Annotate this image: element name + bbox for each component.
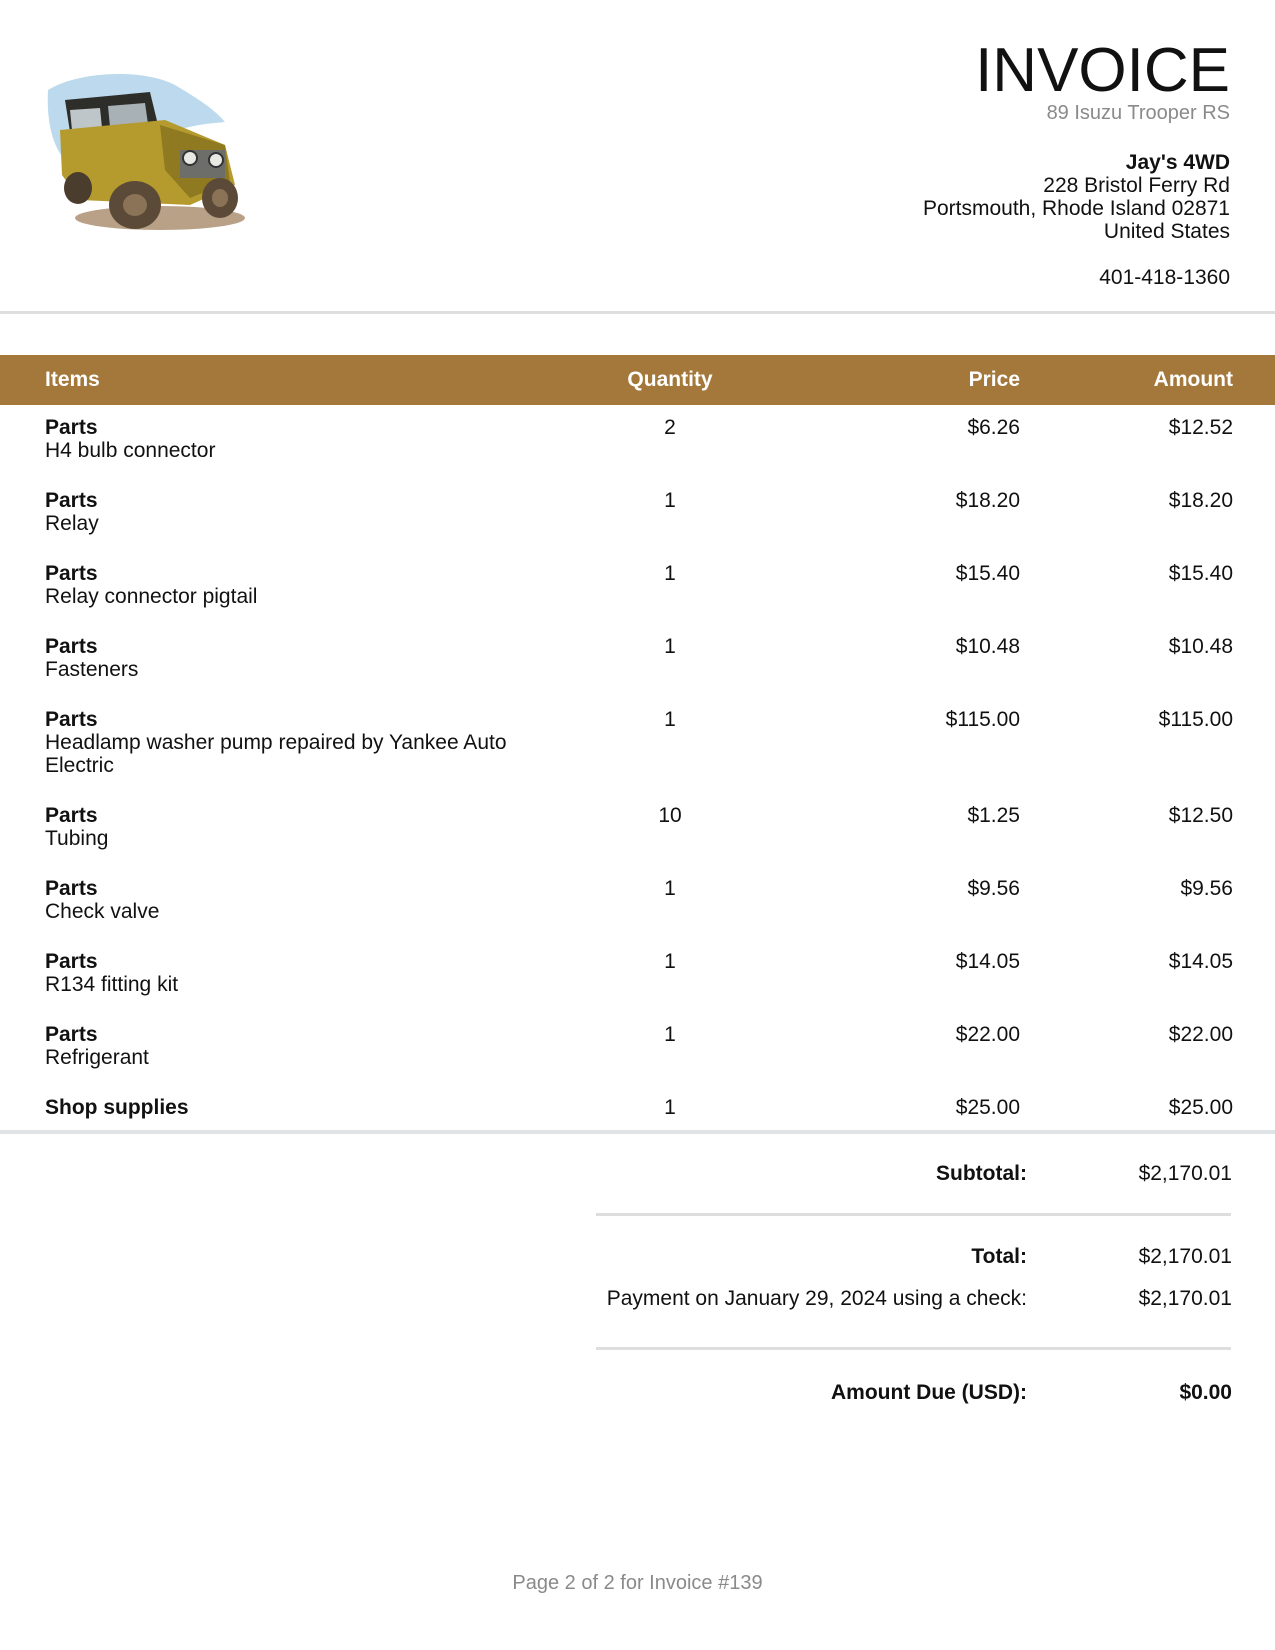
- payment-value: $2,170.01: [1138, 1287, 1232, 1310]
- item-amount: $12.52: [1168, 416, 1233, 439]
- invoice-header: [923, 38, 1230, 290]
- payment-label: Payment on January 29, 2024 using a check:: [606, 1287, 1027, 1310]
- item-price: $25.00: [955, 1096, 1020, 1119]
- item-description: Tubing: [45, 827, 109, 850]
- company-address: [923, 151, 1230, 243]
- column-header-amount: Amount: [1153, 368, 1233, 391]
- item-description: H4 bulb connector: [45, 439, 216, 462]
- item-price: $22.00: [955, 1023, 1020, 1046]
- item-quantity: 1: [664, 950, 676, 973]
- item-description: Refrigerant: [45, 1046, 149, 1069]
- address-country: United States: [1103, 220, 1230, 243]
- total-label: Total:: [971, 1245, 1027, 1268]
- subtotal-value: $2,170.01: [1138, 1162, 1232, 1185]
- address-line-2: Portsmouth, Rhode Island 02871: [922, 197, 1230, 220]
- item-price: $9.56: [967, 877, 1020, 900]
- item-category: Parts: [45, 1023, 98, 1046]
- item-category: Parts: [45, 562, 98, 585]
- items-table-header: [0, 355, 1275, 405]
- item-category: Parts: [45, 708, 98, 731]
- item-price: $15.40: [955, 562, 1020, 585]
- payment-divider: [596, 1347, 1231, 1350]
- item-quantity: 2: [664, 416, 676, 439]
- item-category: Parts: [45, 950, 98, 973]
- items-divider: [0, 1130, 1275, 1134]
- item-price: $1.25: [967, 804, 1020, 827]
- item-category: Parts: [45, 416, 98, 439]
- header-divider: [0, 311, 1275, 314]
- column-header-price: Price: [968, 368, 1020, 391]
- company-phone: 401-418-1360: [1099, 266, 1230, 289]
- item-description: Headlamp washer pump repaired by Yankee Auto Electric: [45, 731, 507, 777]
- item-description: Check valve: [45, 900, 160, 923]
- item-quantity: 10: [658, 804, 682, 827]
- column-header-quantity: Quantity: [627, 368, 713, 391]
- item-quantity: 1: [664, 1096, 676, 1119]
- item-quantity: 1: [664, 562, 676, 585]
- item-category: Parts: [45, 877, 98, 900]
- item-category: Parts: [45, 804, 98, 827]
- item-quantity: 1: [664, 1023, 676, 1046]
- address-line-1: 228 Bristol Ferry Rd: [1043, 174, 1230, 197]
- item-quantity: 1: [664, 877, 676, 900]
- item-price: $14.05: [955, 950, 1020, 973]
- item-quantity: 1: [664, 708, 676, 731]
- item-amount: $10.48: [1168, 635, 1233, 658]
- item-amount: $14.05: [1168, 950, 1233, 973]
- item-amount: $12.50: [1168, 804, 1233, 827]
- amount-due-label: Amount Due (USD):: [831, 1381, 1027, 1404]
- total-value: $2,170.01: [1138, 1245, 1232, 1268]
- column-header-items: Items: [45, 368, 100, 391]
- item-description: Relay: [45, 512, 99, 535]
- invoice-subtitle: 89 Isuzu Trooper RS: [1046, 102, 1230, 124]
- item-category: Parts: [45, 489, 98, 512]
- subtotal-label: Subtotal:: [936, 1162, 1027, 1185]
- item-amount: $25.00: [1168, 1096, 1233, 1119]
- jeep-illustration-icon: [40, 70, 260, 240]
- amount-due-value: $0.00: [1179, 1381, 1232, 1404]
- item-category: Shop supplies: [45, 1096, 189, 1119]
- subtotal-divider: [596, 1213, 1231, 1216]
- item-price: $6.26: [967, 416, 1020, 439]
- item-amount: $22.00: [1168, 1023, 1233, 1046]
- item-quantity: 1: [664, 635, 676, 658]
- item-amount: $9.56: [1180, 877, 1233, 900]
- item-description: Relay connector pigtail: [45, 585, 258, 608]
- item-description: Fasteners: [45, 658, 139, 681]
- item-amount: $18.20: [1168, 489, 1233, 512]
- item-category: Parts: [45, 635, 98, 658]
- item-price: $18.20: [955, 489, 1020, 512]
- invoice-title: INVOICE: [975, 36, 1230, 105]
- item-price: $115.00: [945, 708, 1020, 731]
- item-quantity: 1: [664, 489, 676, 512]
- item-amount: $15.40: [1168, 562, 1233, 585]
- item-price: $10.48: [955, 635, 1020, 658]
- page-footer: Page 2 of 2 for Invoice #139: [512, 1572, 763, 1594]
- item-description: R134 fitting kit: [45, 973, 179, 996]
- company-name: Jay's 4WD: [1125, 151, 1230, 174]
- item-amount: $115.00: [1158, 708, 1233, 731]
